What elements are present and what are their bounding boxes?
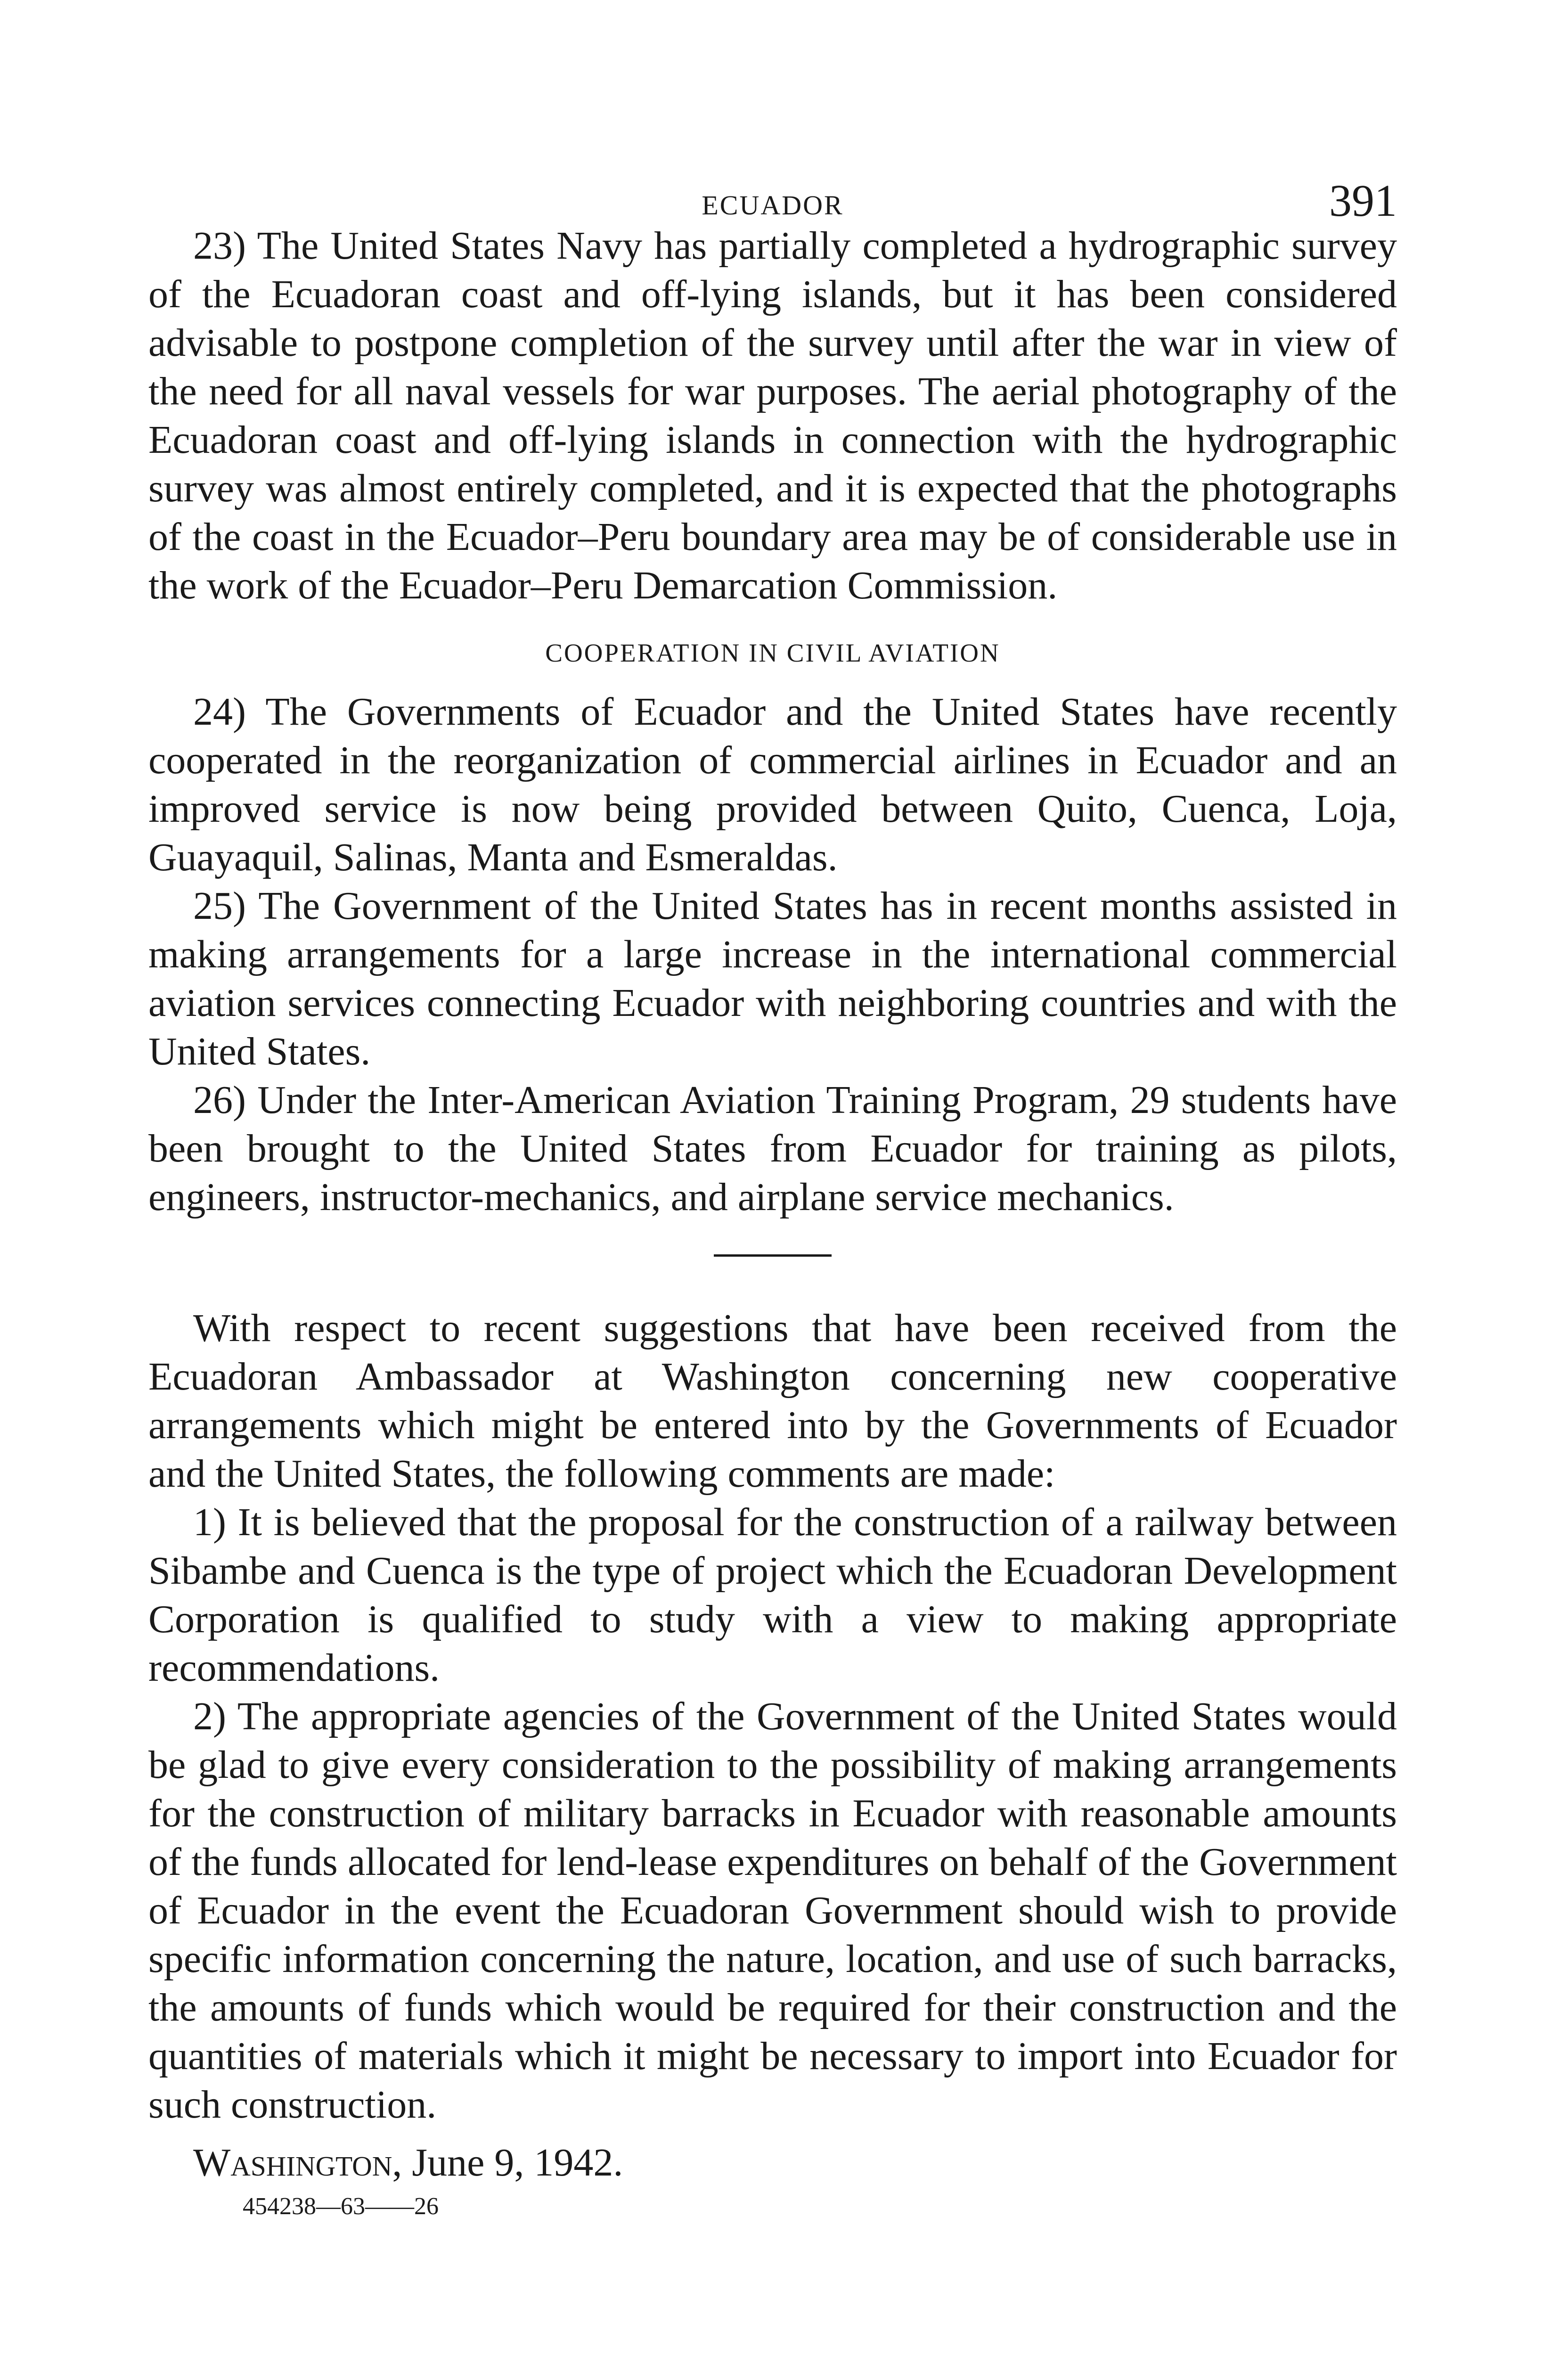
paragraph-comment-1: 1) It is believed that the proposal for the construction of a railway between Sibambe and Cuenca is the type of project which the Ecuadoran Development Corporation is qualified to study with a view to making appropriate recommendations. bbox=[148, 1500, 1397, 1690]
paragraph-26: 26) Under the Inter-American Aviation Training Program, 29 students have been brought to the United States from Ecuador for training as pilots, engineers, instructor-mechanics, and airplane service mechanics. bbox=[148, 1078, 1397, 1219]
paragraph-intro-suggestions: With respect to recent suggestions that have been received from the Ecuadoran Ambassador at Washington concerning new cooperative arrangements which might be entered into by the Governments of Ecuador and the United States, the following comments are made: bbox=[148, 1306, 1397, 1496]
running-head bbox=[148, 170, 1397, 226]
signoff: Washington, June 9, 1942. bbox=[193, 2141, 623, 2184]
document-page bbox=[148, 170, 1397, 2220]
section-heading: COOPERATION IN CIVIL AVIATION bbox=[545, 638, 1000, 667]
paragraph-23: 23) The United States Navy has partially completed a hydrographic survey of the Ecuadoran coast and off-lying islands, but it has been considered advisable to postpone completion of the survey until after the war in view of the need for all naval vessels for war purposes. The aerial photography of the Ecuadoran coast and off-lying islands in connection with the hydrographic survey was almost entirely completed, and it is expected that the photographs of the coast in the Ecuador–Peru boundary area may be of considerable use in the work of the Ecuador–Peru Demarcation Commission. bbox=[148, 224, 1397, 607]
page-number: 391 bbox=[1329, 175, 1397, 226]
signoff-place: Washington bbox=[193, 2141, 392, 2184]
paragraph-24: 24) The Governments of Ecuador and the United States have recently cooperated in the reorganization of commercial airlines in Ecuador and an improved service is now being provided between Quito, Cuenca, Loja, Guayaquil, Salinas, Manta and Esmeraldas. bbox=[148, 690, 1397, 879]
paragraph-comment-2: 2) The appropriate agencies of the Government of the United States would be glad to give every consideration to the possibility of making arrangements for the construction of military barracks in Ecuador with reasonable amounts of the funds allocated for lend-lease expenditures on behalf of the Government of Ecuador in the event the Ecuadoran Government should wish to provide specific information concerning the nature, location, and use of such barracks, the amounts of funds which would be required for their construction and the quantities of materials which it might be necessary to import into Ecuador for such construction. bbox=[148, 1694, 1397, 2127]
section-separator-rule bbox=[714, 1254, 832, 1257]
paragraph-25: 25) The Government of the United States has in recent months assisted in making arrangements for a large increase in the international commercial aviation services connecting Ecuador with neighboring countries and with the United States. bbox=[148, 884, 1397, 1073]
header-title: ECUADOR bbox=[702, 190, 844, 221]
print-code: 454238—63——26 bbox=[243, 2193, 439, 2220]
signoff-date: June 9, 1942. bbox=[412, 2141, 623, 2184]
